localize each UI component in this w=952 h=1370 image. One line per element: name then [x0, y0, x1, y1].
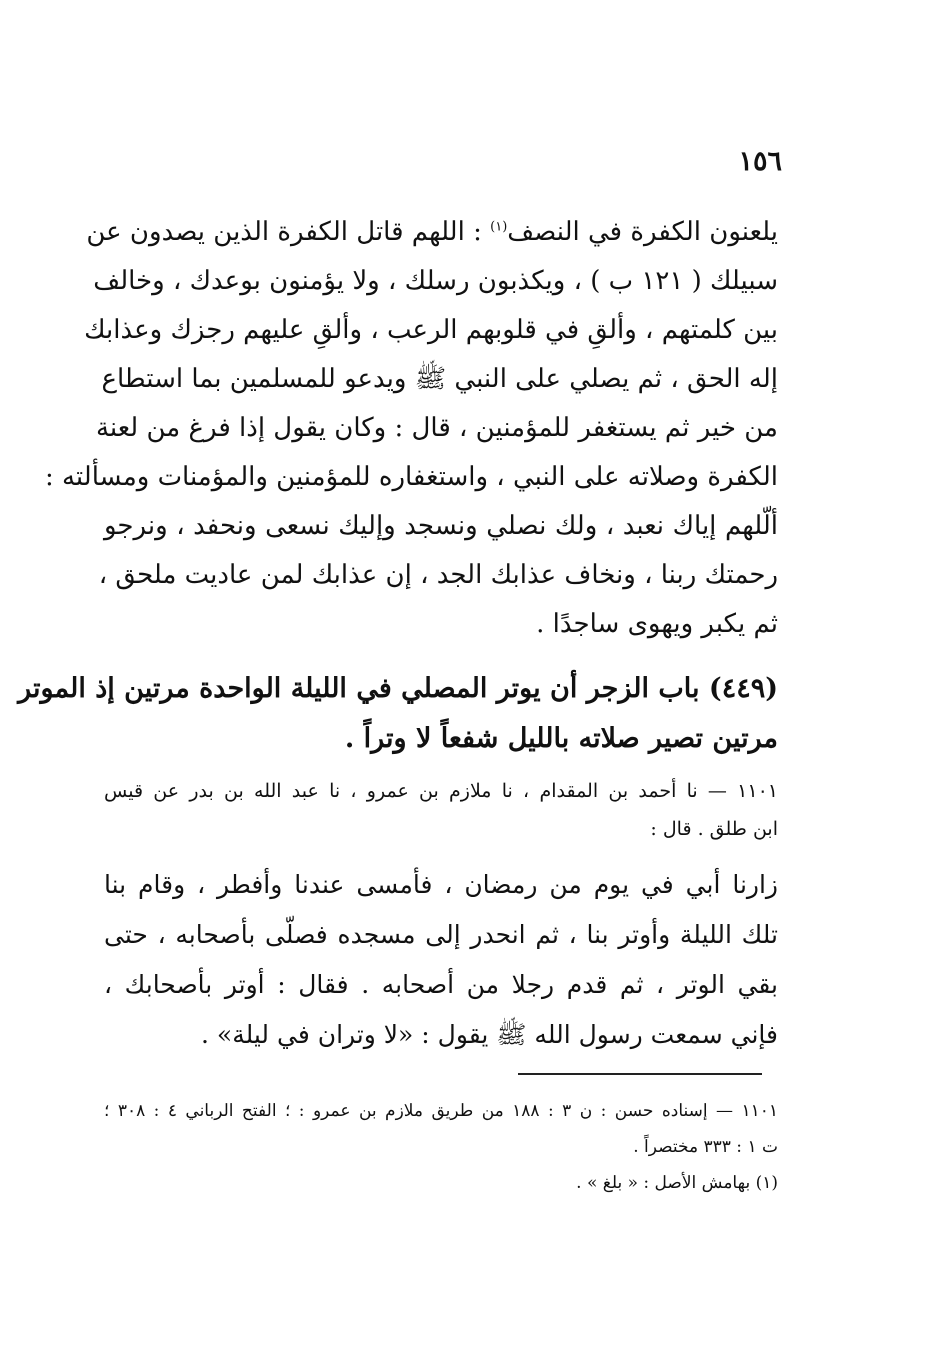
- text-line: ألّلهم إياك نعبد ، ولك نصلي ونسجد وإليك نسعى ونحفد ، ونرجو: [104, 511, 778, 541]
- text-line: إله الحق ، ثم يصلي على النبي ﷺ ويدعو للمسلمين بما استطاع: [101, 364, 778, 394]
- isnad-line: ابن طلق . قال :: [650, 818, 778, 840]
- text-line: [86, 208, 778, 257]
- text-fragment: : اللهم قاتل الكفرة الذين يصدون عن: [86, 217, 491, 247]
- text-line: ثم يكبر ويهوى ساجدًا .: [536, 609, 778, 639]
- footnote-divider: [518, 1073, 762, 1075]
- page-number: ١٥٦: [738, 146, 782, 177]
- hadith-line: تلك الليلة وأوتر بنا ، ثم انحدر إلى مسجده فصلّى بأصحابه ، حتى: [104, 920, 778, 949]
- heading-line: مرتين تصير صلاته بالليل شفعاً لا وتراً .: [344, 723, 778, 754]
- footnote-line: ت ١ : ٣٣٣ مختصراً .: [633, 1137, 778, 1157]
- isnad-chain: [104, 772, 778, 848]
- footnote-line: ١١٠١ — إسناده حسن : ن ٣ : ١٨٨ من طريق ملازم بن عمرو : ؛ الفتح الرباني ٤ : ٣٠٨ ؛: [104, 1101, 778, 1121]
- text-line: الكفرة وصلاته على النبي ، واستغفاره للمؤمنين والمؤمنات ومسألته :: [44, 462, 778, 492]
- text-line: رحمتك ربنا ، ونخاف عذابك الجد ، إن عذابك لمن عاديت ملحق ،: [98, 560, 778, 590]
- chapter-heading: [18, 664, 778, 764]
- hadith-text: [104, 860, 778, 1060]
- main-paragraph: [44, 208, 778, 649]
- hadith-line: زارنا أبي في يوم من رمضان ، فأمسى عندنا وأفطر ، وقام بنا: [104, 870, 778, 899]
- text-fragment: يلعنون الكفرة في النصف: [507, 217, 778, 247]
- hadith-line: فإني سمعت رسول الله ﷺ يقول : «لا وتران في ليلة» .: [201, 1020, 778, 1049]
- footnotes: [104, 1093, 778, 1201]
- text-line: بين كلمتهم ، وألقِ في قلوبهم الرعب ، وألقِ عليهم رجزك وعذابك: [84, 315, 778, 345]
- heading-line: (٤٤٩) باب الزجر أن يوتر المصلي في الليلة الواحدة مرتين إذ الموتر: [18, 673, 778, 704]
- text-line: سبيلك ( ١٢١ ب ) ، ويكذبون رسلك ، ولا يؤمنون بوعدك ، وخالف: [93, 266, 778, 296]
- hadith-line: بقي الوتر ، ثم قدم رجلا من أصحابه . فقال : أوتر بأصحابك ،: [104, 970, 778, 999]
- footnote-marker: (١): [490, 219, 508, 235]
- footnote-line: (١) بهامش الأصل : « بلغ » .: [576, 1173, 778, 1193]
- text-line: من خير ثم يستغفر للمؤمنين ، قال : وكان يقول إذا فرغ من لعنة: [95, 413, 778, 443]
- isnad-line: ١١٠١ — نا أحمد بن المقدام ، نا ملازم بن عمرو ، نا عبد الله بن بدر عن قيس: [104, 780, 778, 802]
